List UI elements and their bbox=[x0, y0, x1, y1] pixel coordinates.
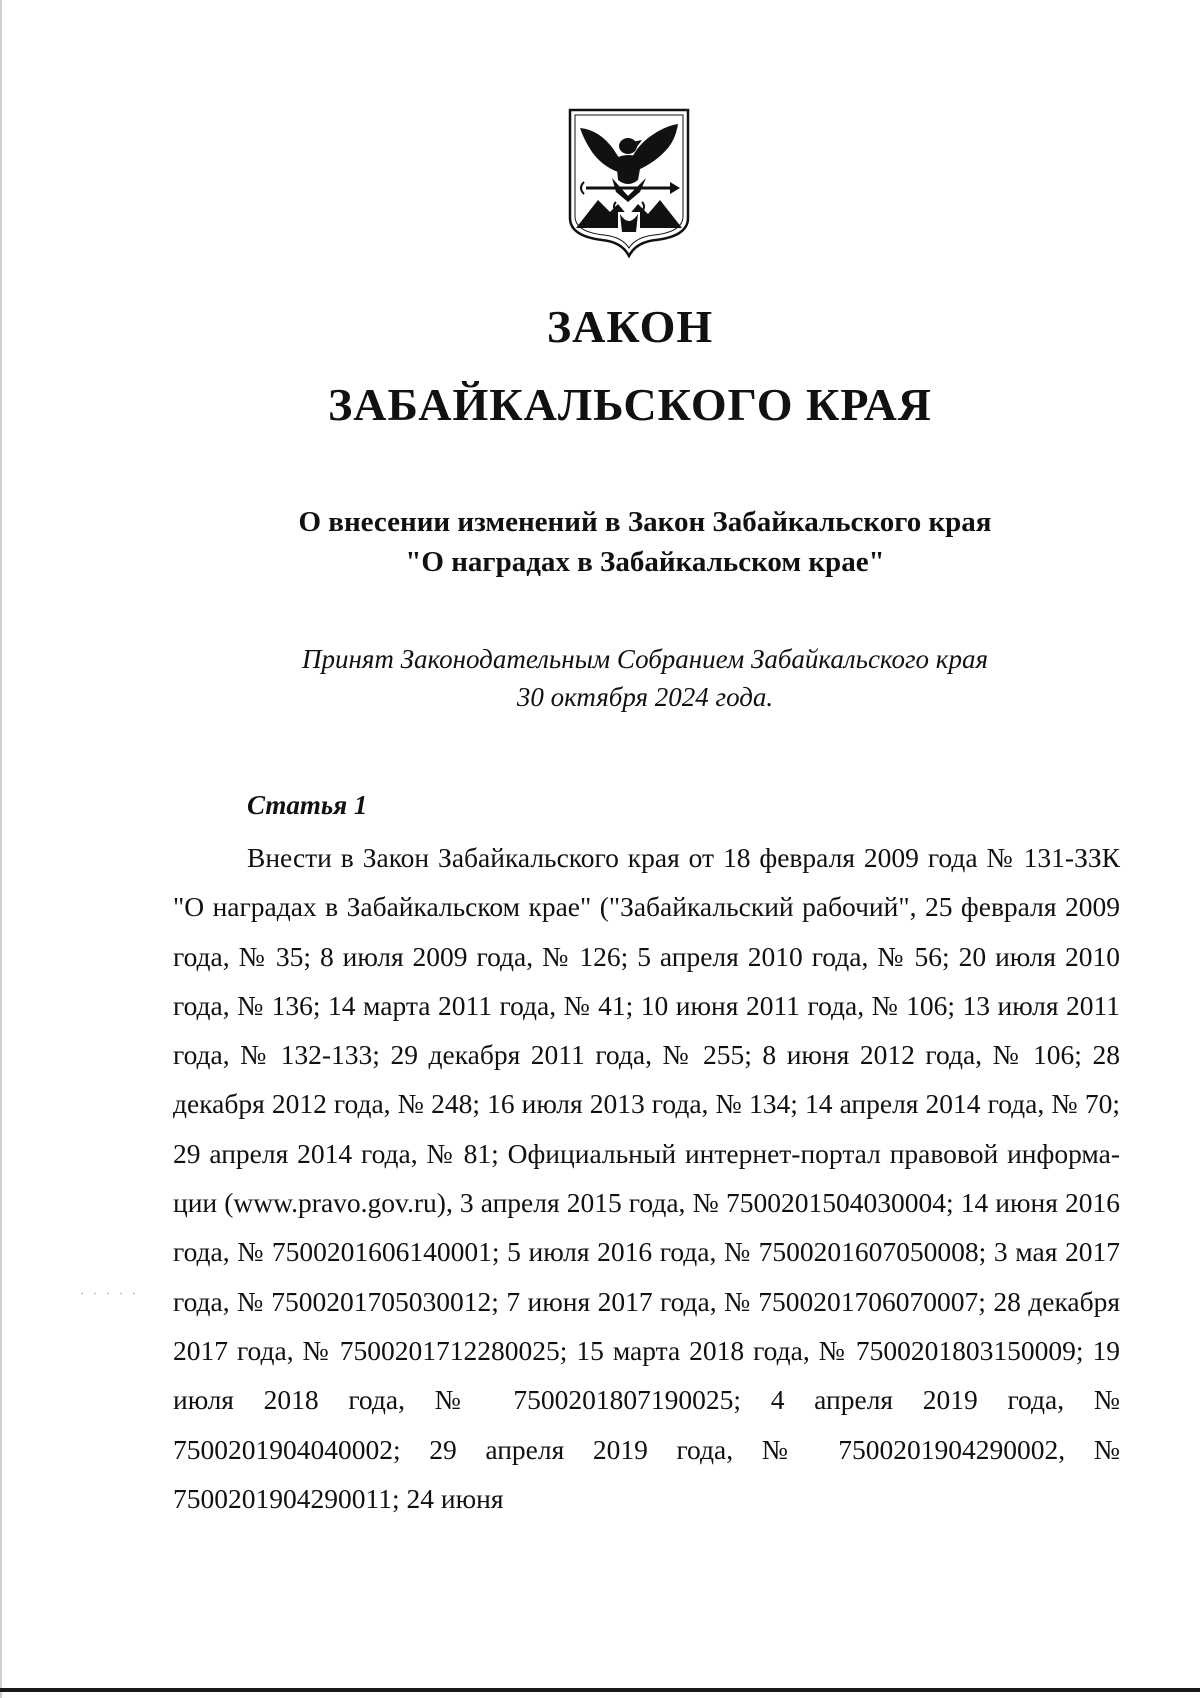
coat-of-arms-icon bbox=[566, 108, 692, 258]
adoption-date: 30 октября 2024 года. bbox=[516, 682, 774, 712]
adoption-note-line1: Принят Законодательным Собранием Забайкальского края bbox=[301, 644, 988, 674]
article-body-text: Внести в Закон Забайкальского края от 18 февраля 2009 года № 131-ЗЗК "О наградах в Забайкальском крае" ("Забайкальский рабочий", 25 февраля 2009 года, № 35; 8 июля 2009 года, № 126; 5 апреля 2010 года, № 56; 20 июля 2010 года, № 136; 14 марта 2011 года, № 41; 10 июня 2011 года, № 106; 13 июля 2011 года, № 132-133; 29 декабря 2011 года, № 255; 8 июня 2012 года, № 106; 28 декабря 2012 года, № 248; 16 июля 2013 года, № 134; 14 апреля 2014 года, № 70; 29 апреля 2014 года, № 81; Официальный интернет-портал правовой информации (www.pravo.gov.ru), 3 апреля 2015 года, № 7500201504030004; 14 июня 2016 года, № 7500201606140001; 5 июля 2016 года, № 7500201607050008; 3 мая 2017 года, № 7500201705030012; 7 июня 2017 года, № 7500201706070007; 28 декабря 2017 года, № 7500201712280025; 15 марта 2018 года, № 7500201803150009; 19 июля 2018 года, № 7500201807190025; 4 апреля 2019 года, № 7500201904040002; 29 апреля 2019 года, № 7500201904290002, № 7500201904290011; 24 июня bbox=[173, 842, 1120, 1514]
scan-noise: · · · · · bbox=[80, 1286, 139, 1300]
law-subtitle-line1: О внесении изменений в Закон Забайкальского края bbox=[298, 506, 992, 538]
document-title-line2: ЗАБАЙКАЛЬСКОГО КРАЯ bbox=[327, 379, 933, 430]
law-subtitle-line2: "О наградах в Забайкальском крае" bbox=[405, 546, 885, 578]
scan-edge bbox=[0, 0, 2, 1698]
article-heading: Статья 1 bbox=[247, 790, 368, 820]
page-bottom-border bbox=[0, 1688, 1200, 1692]
document-title-line1: ЗАКОН bbox=[546, 301, 714, 352]
